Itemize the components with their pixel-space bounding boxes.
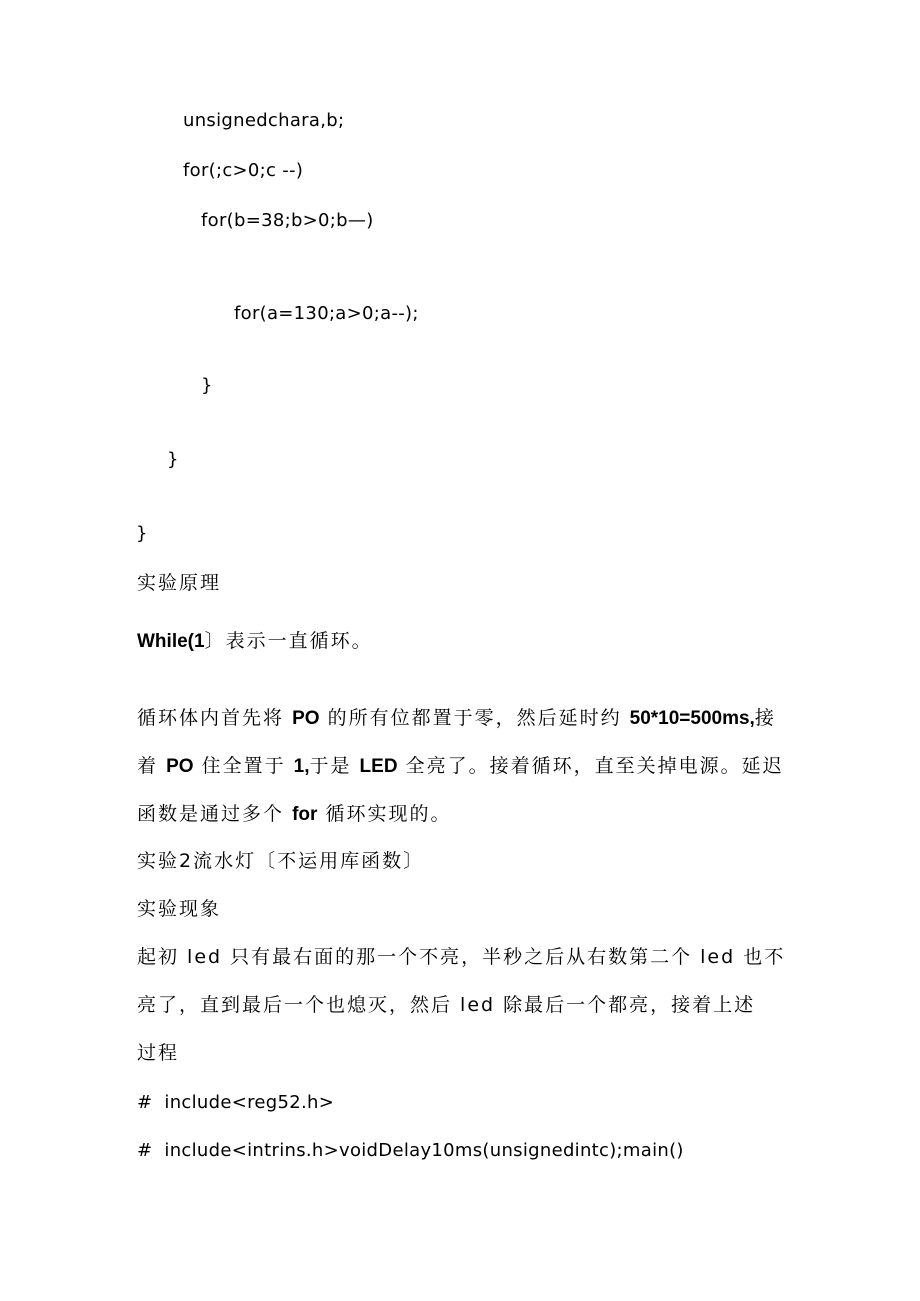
principle-para-line-3 — [137, 805, 451, 824]
code-line-5: } — [201, 375, 213, 396]
text-run-bold: 50*10=500ms, — [629, 708, 755, 729]
phenomenon-desc-line-3: 过程 — [137, 1042, 180, 1064]
text-run-bold: PO — [166, 756, 194, 777]
exp2-title: 实验2流水灯〔不运用库函数〕 — [137, 850, 425, 872]
text-run: 接 — [754, 707, 776, 729]
include-line-2: # include<intrins.h>voidDelay10ms(unsignedintc);main() — [137, 1140, 684, 1161]
text-run-bold: 1, — [293, 756, 310, 777]
text-run-bold: LED — [359, 756, 398, 777]
text-run-bold: PO — [292, 708, 320, 729]
text-run: 的所有位都置于零，然后延时约 — [327, 707, 622, 729]
code-line-2: for(;c>0;c --) — [183, 160, 304, 181]
principle-para-line-1 — [137, 709, 776, 728]
phenomenon-desc-line-2: 亮了，直到最后一个也熄灭，然后 led 除最后一个都亮，接着上述 — [137, 994, 756, 1016]
phenomenon-heading: 实验现象 — [137, 898, 222, 920]
text-run: 循环体内首先将 — [137, 707, 285, 729]
code-line-6: } — [167, 449, 179, 470]
code-line-1: unsignedchara,b; — [183, 110, 345, 131]
principle-heading: 实验原理 — [137, 572, 222, 594]
text-run: 住全置于 — [201, 755, 286, 777]
while-keyword: While(1 — [137, 631, 205, 652]
code-line-3: for(b=38;b>0;b—) — [201, 210, 374, 231]
code-line-4: for(a=130;a>0;a--); — [234, 303, 419, 324]
text-run-bold: for — [292, 804, 318, 825]
text-run: 全亮了。接着循环，直至关掉电源。延迟 — [405, 755, 784, 777]
text-run: 于是 — [309, 755, 352, 777]
while-desc: 〕表示一直循环。 — [204, 630, 373, 652]
include-line-1: # include<reg52.h> — [137, 1092, 335, 1113]
text-run: 函数是通过多个 — [137, 803, 285, 825]
text-run: 着 — [137, 755, 159, 777]
phenomenon-desc-line-1: 起初 led 只有最右面的那一个不亮，半秒之后从右数第二个 led 也不 — [137, 946, 786, 968]
text-run: 循环实现的。 — [325, 803, 452, 825]
while-line — [137, 632, 373, 651]
code-line-7: } — [136, 523, 148, 544]
principle-para-line-2 — [137, 757, 784, 776]
